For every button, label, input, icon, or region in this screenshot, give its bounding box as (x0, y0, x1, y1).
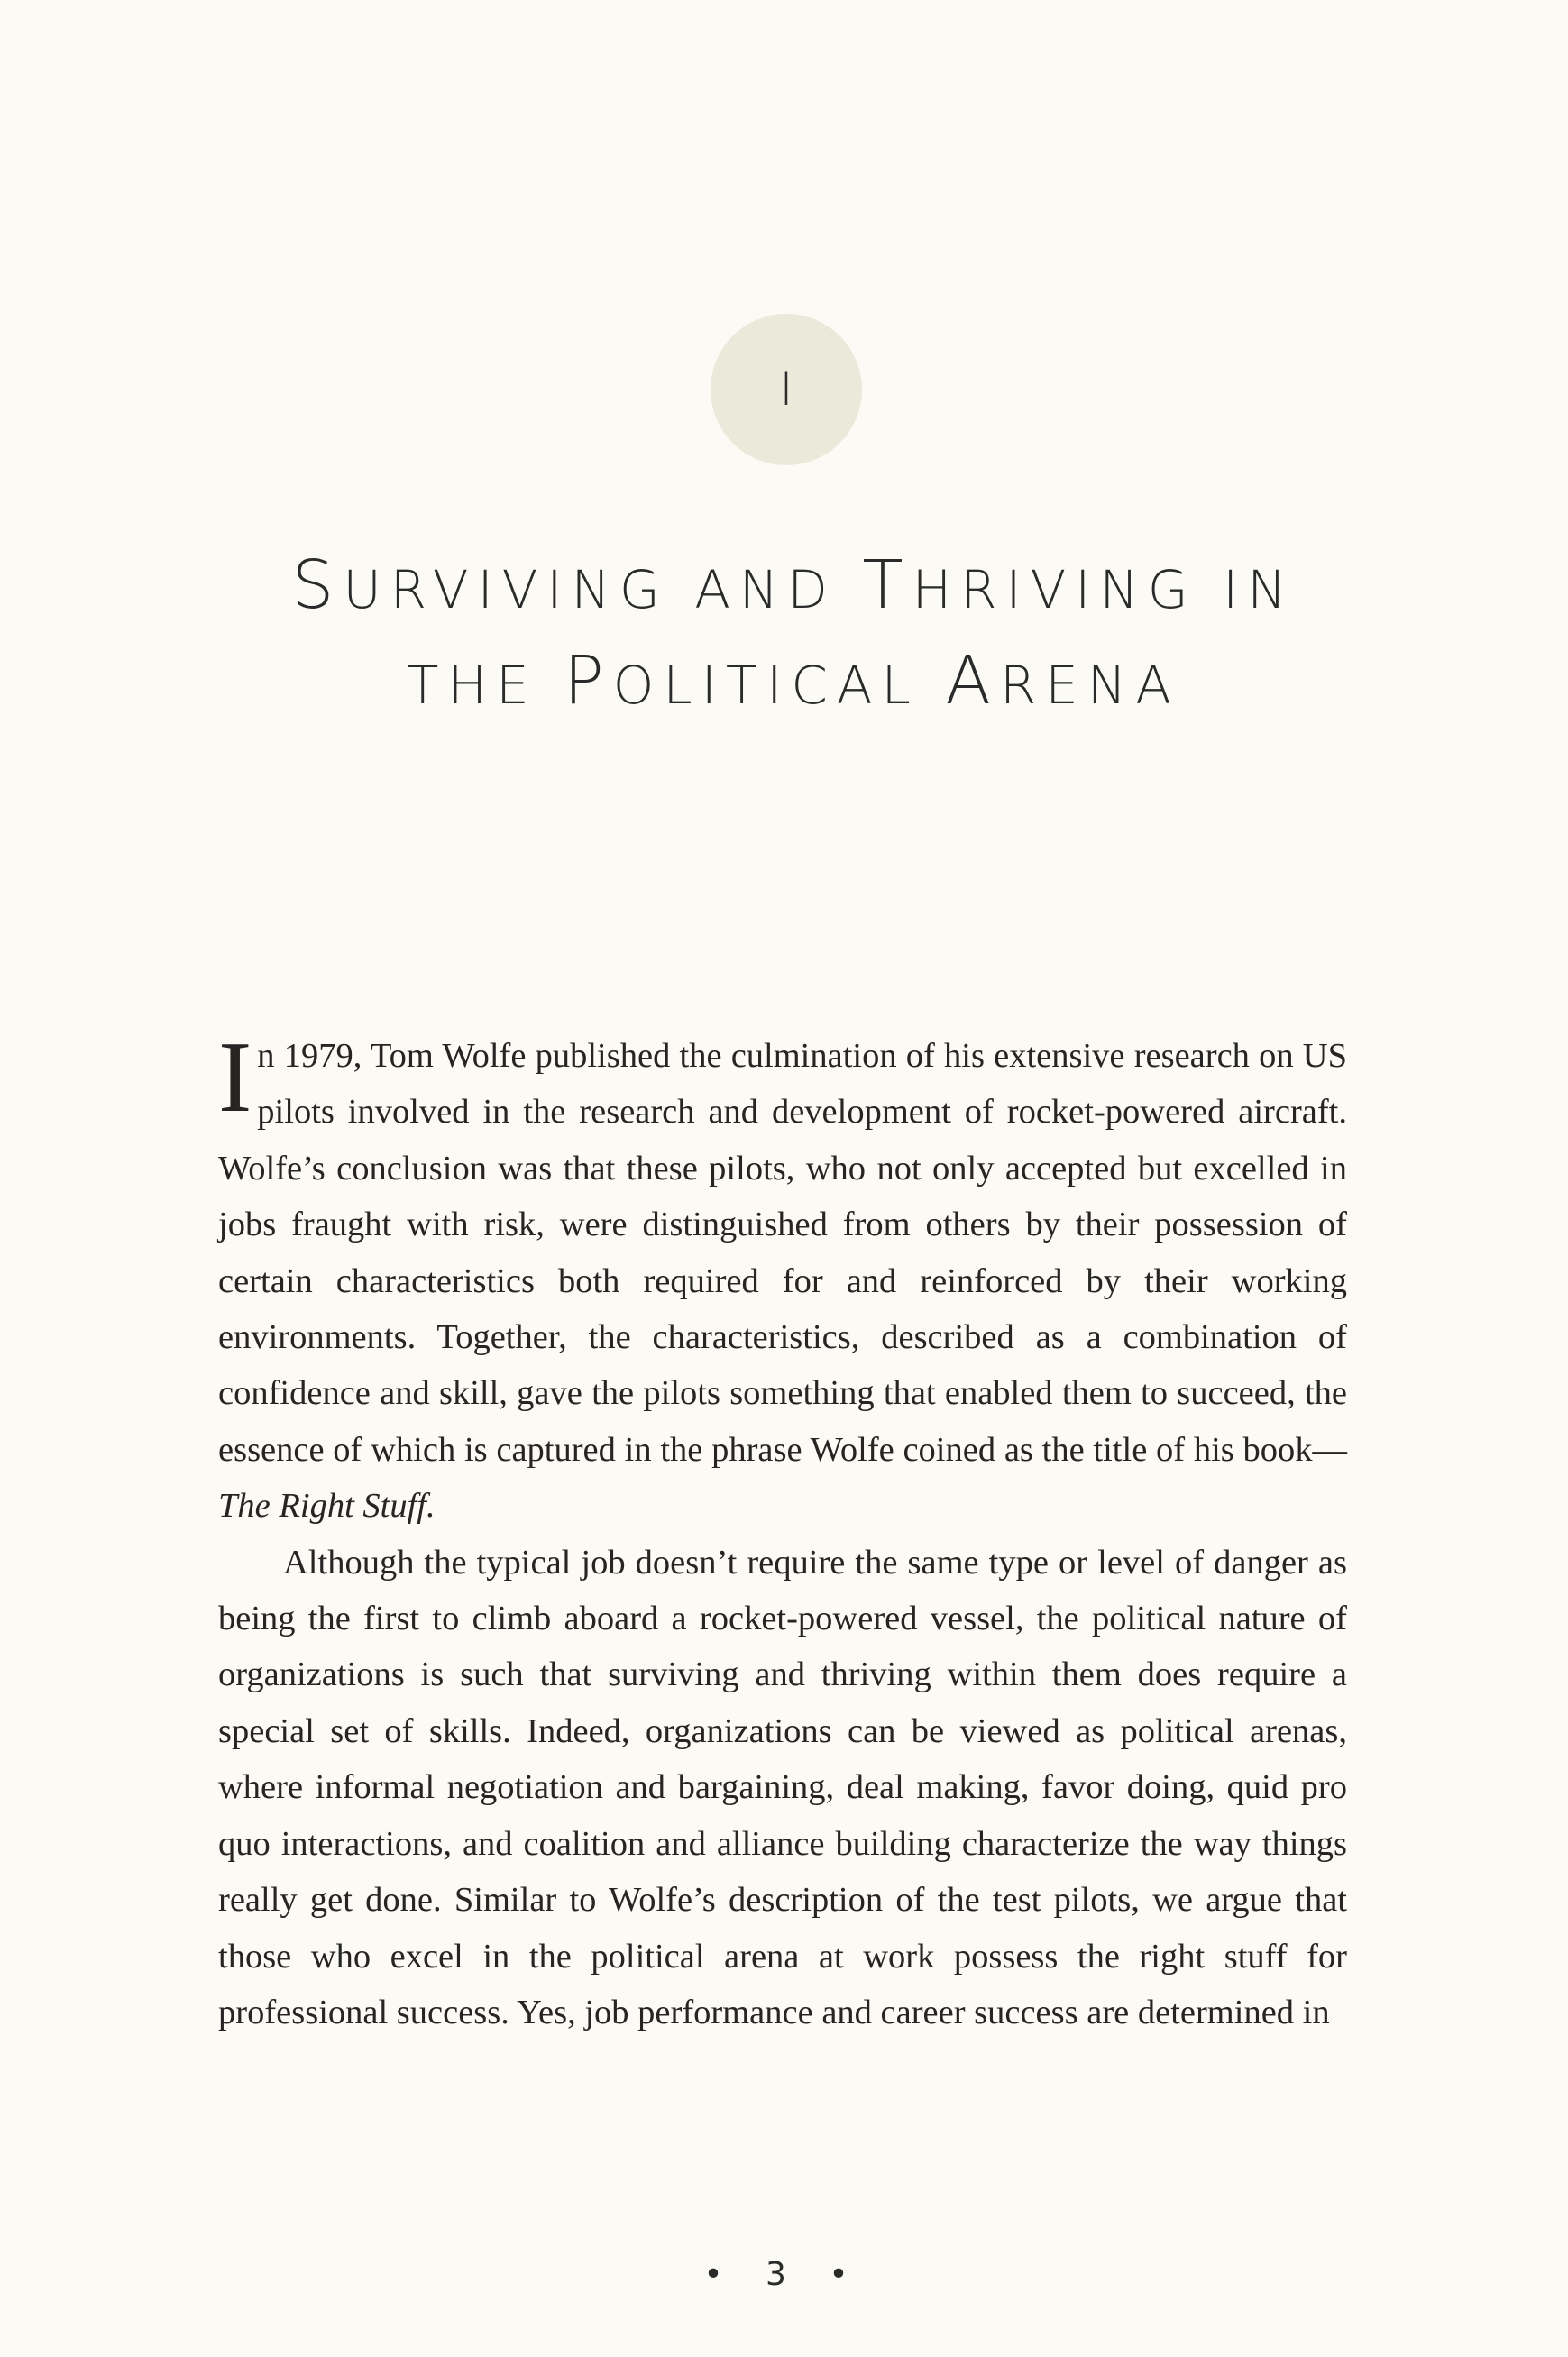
title-initial: S (291, 546, 344, 624)
body-paragraph-2: Although the typical job doesn’t require the same type or level of danger as being the first to climb aboard a rocket-powered vessel, the political nature of organizations is such that surviving and thriving within them does require a special set of skills. Indeed, organizations can be viewed as political arenas, where informal negotiation and bargaining, deal making, favor doing, quid pro quo interactions, and coalition and alliance building characterize the way things really get done. Similar to Wolfe’s description of the test pilots, we argue that those who excel in the political arena at work possess the right stuff for professional success. Yes, job performance and career success are determined in (218, 1543, 1347, 2031)
body-paragraph-1 (218, 1022, 1347, 1535)
title-initial: P (564, 642, 613, 720)
chapter-number-badge (711, 314, 862, 465)
page-number: • 3 • (703, 2256, 865, 2293)
title-initial: T (862, 546, 912, 624)
drop-cap: I (218, 1022, 252, 1133)
title-text: URVIVING AND (343, 559, 863, 620)
title-initial: A (945, 642, 1000, 720)
chapter-title-line-2 (144, 642, 1443, 720)
paragraph-1-text: n 1979, Tom Wolfe published the culmination of his extensive research on US pilots involved in the research and development of rocket-powered aircraft. Wolfe’s conclusion was that these pilots, who not only accepted but excelled in jobs fraught with risk, were distinguished from others by their possession of certain characteristics both required for and reinforced by their working environments. Together, the characteristics, described as a combination of confidence and skill, gave the pilots something that enabled them to succeed, the essence of which is captured in the phrase Wolfe coined as the title of his book— (218, 1037, 1347, 1469)
chapter-title-line-1 (144, 546, 1443, 624)
chapter-number: I (779, 363, 793, 416)
title-text: THE (407, 655, 564, 716)
book-title: The Right Stuff. (218, 1487, 436, 1526)
chapter-body (218, 1022, 1347, 2041)
title-text: RENA (999, 655, 1180, 716)
title-text: HRIVING IN (912, 559, 1296, 620)
title-text: OLITICAL (612, 655, 946, 716)
